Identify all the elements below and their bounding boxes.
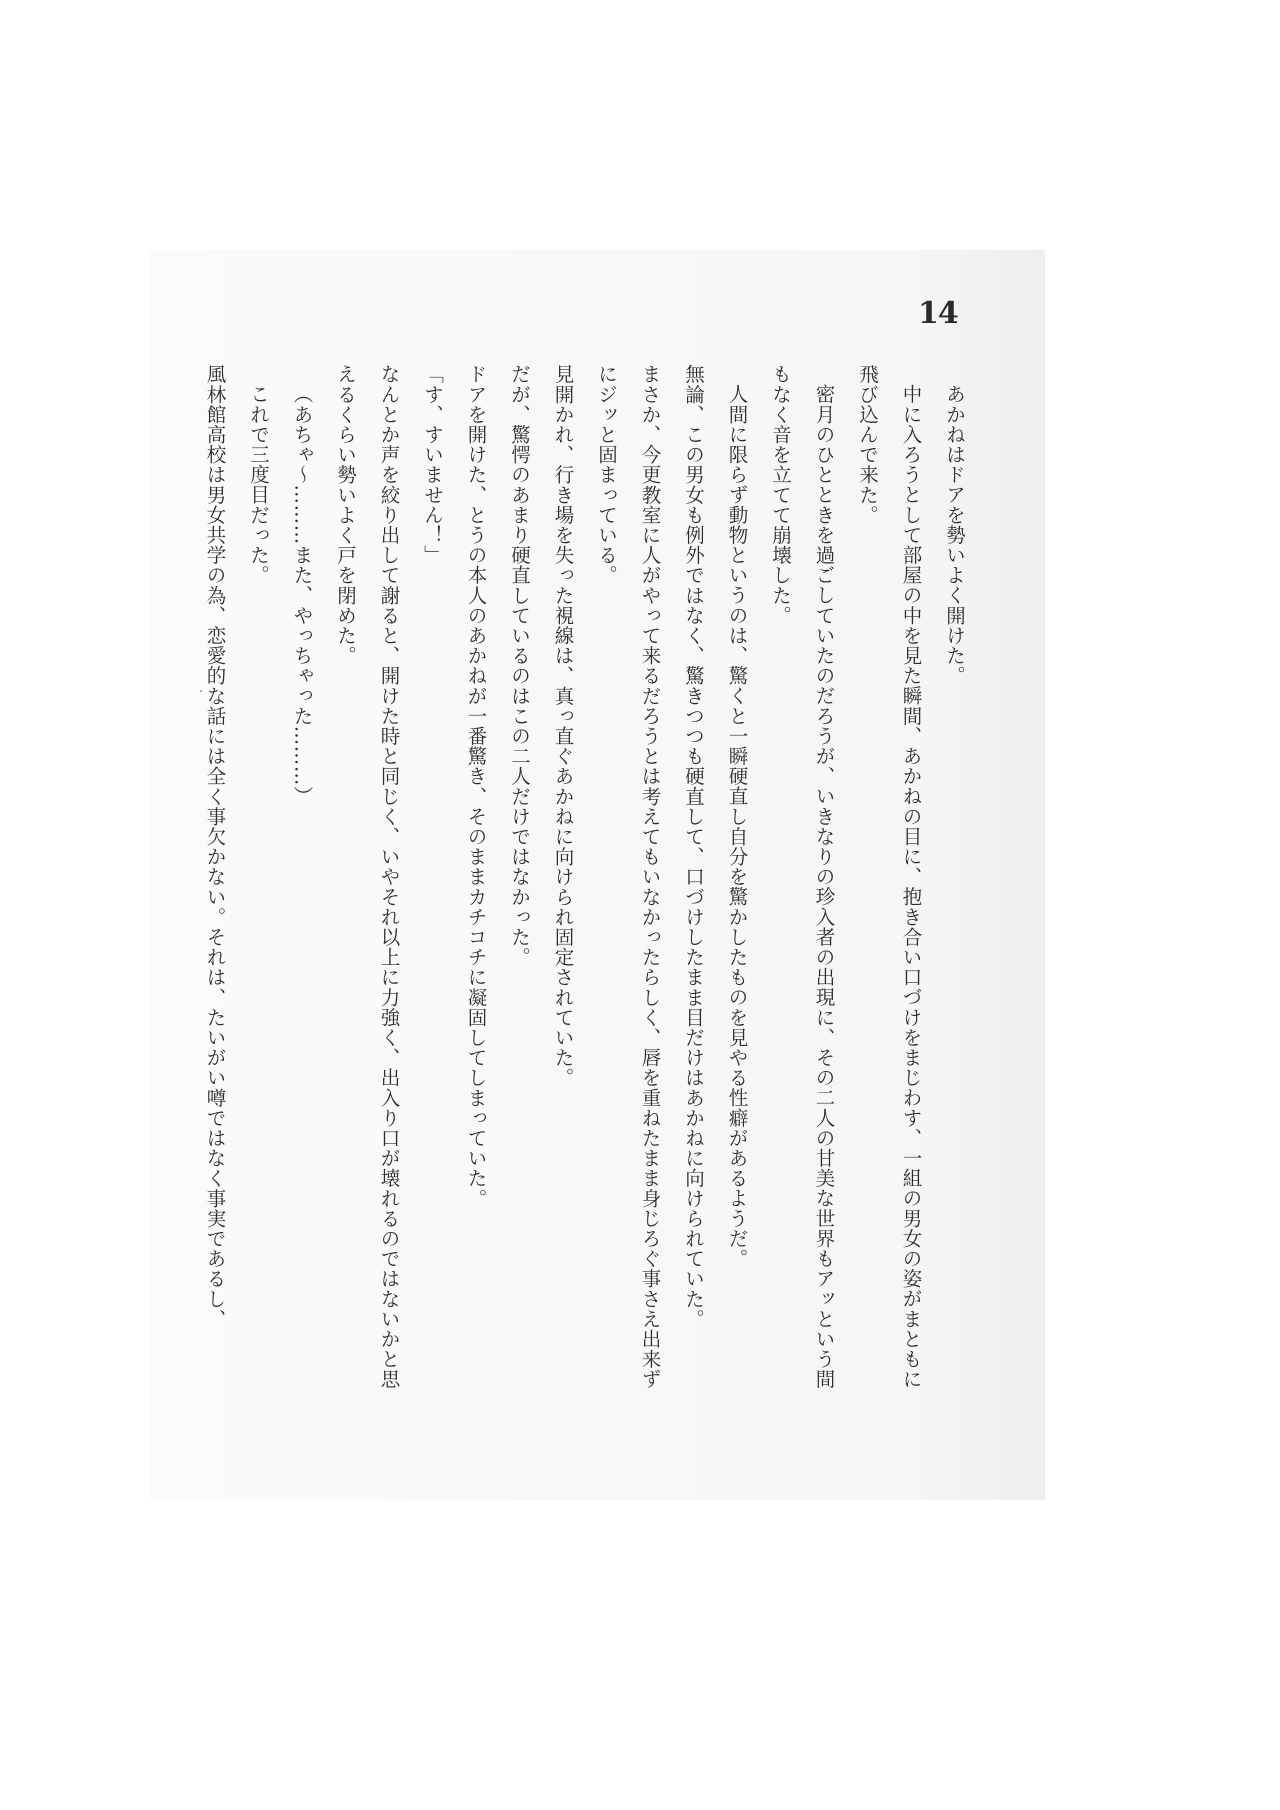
paragraph: だが、驚愕のあまり硬直しているのはこの二人だけではなかった。 bbox=[508, 364, 531, 967]
paragraph: 人間に限らず動物というのは、驚くと一瞬硬直し自分を驚かしたものを見やる性癖があるようだ。 bbox=[725, 383, 749, 1268]
dialogue-line: 「す、すいません！」 bbox=[421, 364, 444, 565]
paragraph: 見開かれ、行き場を失った視線は、真っ直ぐあかねに向けられ固定されていた。 bbox=[551, 364, 575, 1088]
paragraph: ドアを開けた、とうの本人のあかねが一番驚き、そのままカチコチに凝固してしまっていた。 bbox=[464, 364, 488, 1209]
paragraph: まさか、今更教室に人がやって来るだろうとは考えてもいなかったらしく、唇を重ねたまま身じろぐ事さえ出来ずにジッと固まっている。 bbox=[595, 364, 662, 1390]
inner-thought-line: （あちゃ〜………また、やっちゃった………） bbox=[290, 383, 314, 806]
page-number: 14 bbox=[918, 296, 958, 331]
paragraph: これで三度目だった。 bbox=[247, 383, 270, 585]
dust-speck bbox=[200, 690, 202, 692]
paragraph: なんとか声を絞り出して謝ると、開けた時と同じく、いやそれ以上に力強く、出入り口が壊れるのではないかと思えるくらい勢いよく戸を閉めた。 bbox=[334, 364, 401, 1390]
paragraph: 密月のひとときを過ごしていたのだろうが、いきなりの珍入者の出現に、その二人の甘美な世界もアッという間もなく音を立てて崩壊した。 bbox=[769, 364, 836, 1389]
novel-body-text bbox=[193, 364, 976, 1394]
paragraph: 中に入ろうとして部屋の中を見た瞬間、あかねの目に、抱き合い口づけをまじわす、一組の男女の姿がまともに飛び込んで来た。 bbox=[856, 364, 923, 1389]
paragraph: 風林館高校は男女共学の為、恋愛的な話には全く事欠かない。それは、たいがい噂ではなく事実であるし、 bbox=[203, 364, 227, 1329]
paragraph: 無論、この男女も例外ではなく、驚きつつも硬直して、口づけしたまま目だけはあかねに向けられていた。 bbox=[682, 364, 705, 1329]
paragraph: あかねはドアを勢いよく開けた。 bbox=[943, 383, 966, 685]
